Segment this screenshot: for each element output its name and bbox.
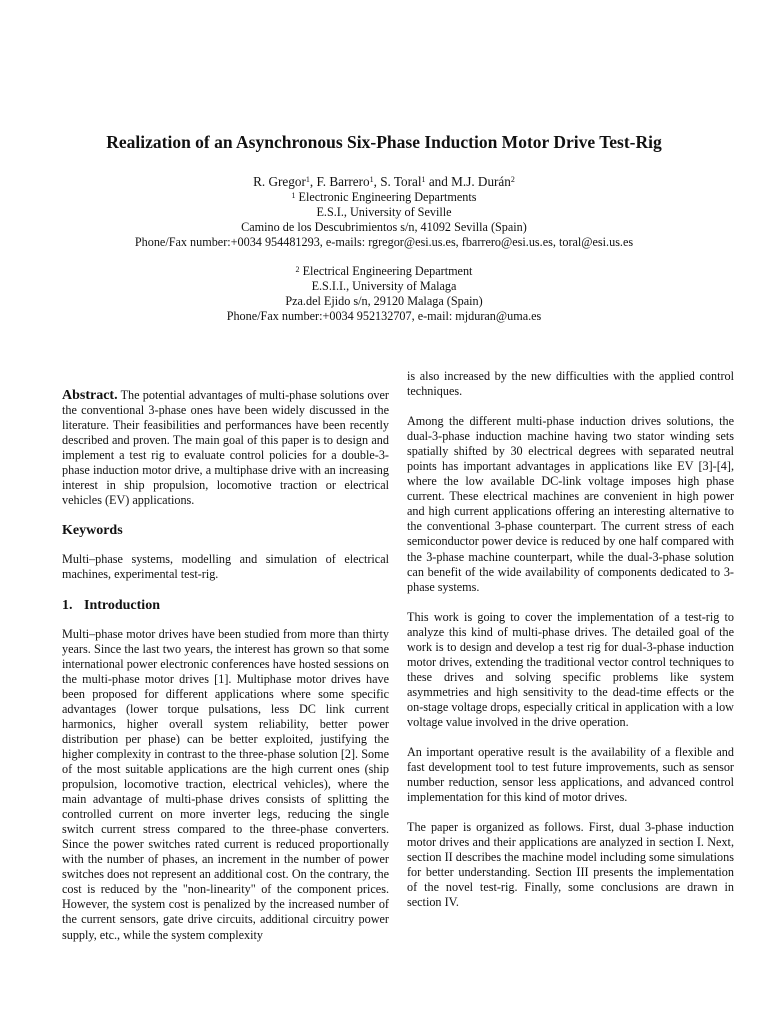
author-affiliation-mark: 1 [421, 175, 426, 184]
paper-title: Realization of an Asynchronous Six-Phase Induction Motor Drive Test-Rig [106, 132, 662, 152]
affiliation-mark: 2 [295, 265, 300, 274]
introduction-heading [62, 598, 389, 613]
author-separator: and [425, 174, 452, 189]
affiliation-institution: E.S.I., University of Seville [316, 205, 452, 219]
author-block [0, 174, 768, 324]
affiliation-2 [0, 264, 768, 324]
affiliation-mark: 1 [291, 191, 296, 200]
affiliation-dept [0, 190, 768, 205]
affiliation-address: Camino de los Descubrimientos s/n, 41092 Sevilla (Spain) [241, 220, 527, 234]
intro-paragraph-2: Among the different multi-phase induction drives solutions, the dual-3-phase induction machine having two stator winding sets spatially shifted by 30 electrical degrees with separated neutral points has important advantages in applications like EV [3]-[4], where the low available DC-link voltage imposes high phase current. These electrical machines are convenient in high power and high current applications offering an interesting alternative to the conventional 3-phase counterpart. The current stress of each semiconductor power device is reduced by one half compared with the 3-phase machine counterpart, while the dual-3-phase solution can benefit of the wide availability of components dedicated to 3-phase systems. [407, 414, 734, 594]
author-affiliation-mark: 1 [369, 175, 374, 184]
section-title: Introduction [84, 597, 160, 613]
affiliation-address: Pza.del Ejido s/n, 29120 Malaga (Spain) [285, 294, 483, 308]
abstract-text: The potential advantages of multi-phase solutions over the conventional 3-phase ones have been widely discussed in the literature. Their feasibilities and performances have been recently described and proven. The main goal of this paper is to design and implement a test rig to evaluate control policies for a double-3-phase induction motor drive, a multiphase drive with an increasing interest in ship propulsion, locomotive traction or electrical vehicles (EV) applications. [62, 388, 389, 508]
intro-paragraph-5: The paper is organized as follows. First, dual 3-phase induction motor drives and their applications are analyzed in section I. Next, section II describes the machine model including some simulations for better understanding. Section III presents the implementation of the novel test-rig. Finally, some conclusions are drawn in section IV. [407, 820, 734, 910]
continued-paragraph: is also increased by the new difficulties with the applied control techniques. [407, 369, 734, 399]
author-name: M.J. Durán [451, 174, 511, 189]
intro-paragraph-1: Multi–phase motor drives have been studied from more than thirty years. Since the last two years, the interest has grown so that some international power electronic conferences have hosted sessions on the multi-phase motor drives [1]. Multiphase motor drives have been proposed for different applications where some specific advantages (lower torque pulsations, less DC link current harmonics, higher overall system reliability, better power distribution per phase) can be better exploited, justifying the higher complexity in contrast to the three-phase solution [2]. Some of the most suitable applications are the high current ones (ship propulsion, locomotive traction, electrical vehicles), where the main advantage of multi-phase drives consists of splitting the controlled current on more inverter legs, reducing the single switch current stress compared to the three-phase converters. Since the power switches rated current is reduced proportionally with the number of phases, an increment in the number of power switches does not represent an additional cost. On the contrary, the cost is reduced by the "non-linearity" of the component prices. However, the system cost is penalized by the increased number of the current sensors, gate drive circuits, additional circuitry power supply, etc., while the system complexity [62, 626, 389, 942]
affiliation-dept-text: Electrical Engineering Department [302, 264, 473, 278]
intro-paragraph-4: An important operative result is the availability of a flexible and fast development tool to test future improvements, such as sensor number reduction, sensor less applications, and advanced control implementation for this kind of motor drives. [407, 745, 734, 805]
section-number: 1. [62, 597, 73, 613]
affiliation-contact: Phone/Fax number:+0034 952132707, e-mail: mjduran@uma.es [226, 309, 542, 323]
author-name: S. Toral [380, 174, 422, 189]
author-separator: , [309, 174, 317, 189]
affiliation-institution: E.S.I.I., University of Malaga [311, 279, 457, 293]
affiliation-dept-text: Electronic Engineering Departments [298, 190, 477, 204]
intro-paragraph-3: This work is going to cover the implementation of a test-rig to analyze this kind of multi-phase drives. The detailed goal of the work is to design and develop a test rig for dual-3-phase induction motor drives, extending the traditional vector control techniques to these drives and solving specific problems like system asymmetries and high sensitivity to the dead-time effects or the on-stage voltage drops, especially critical in application with a low voltage value involved in the drive operation. [407, 609, 734, 729]
right-column [407, 369, 734, 926]
author-affiliation-mark: 1 [305, 175, 310, 184]
keywords-heading: Keywords [62, 523, 123, 539]
affiliation-1 [0, 190, 768, 250]
affiliation-contact: Phone/Fax number:+0034 954481293, e-mails: rgregor@esi.us.es, fbarrero@esi.us.es, toral@esi.us.es [134, 235, 634, 249]
keywords-text: Multi–phase systems, modelling and simulation of electrical machines, experimental test-rig. [62, 552, 389, 582]
abstract-paragraph [62, 388, 389, 508]
author-separator: , [373, 174, 381, 189]
affiliation-dept [0, 264, 768, 279]
author-affiliation-mark: 2 [510, 175, 515, 184]
left-column [62, 388, 389, 958]
author-list [0, 174, 768, 190]
author-name: F. Barrero [316, 174, 370, 189]
author-name: R. Gregor [253, 174, 306, 189]
abstract-label: Abstract. [62, 388, 118, 403]
